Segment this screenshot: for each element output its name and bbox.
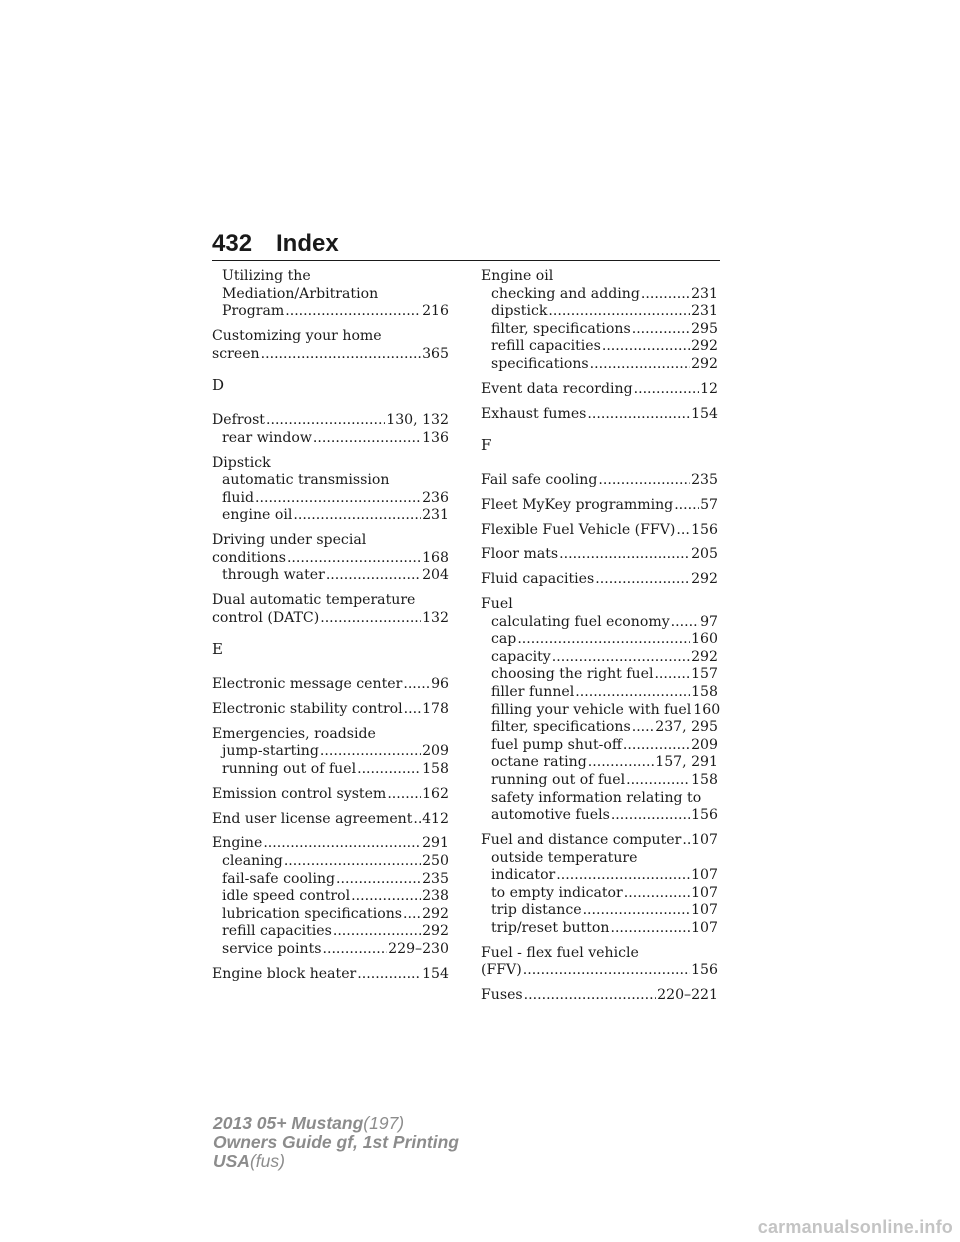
entry-term: Emergencies, roadside bbox=[212, 725, 376, 742]
page-reference: 96 bbox=[431, 676, 449, 693]
entry-term: Electronic message center bbox=[212, 676, 403, 693]
footer-market-code: (fus) bbox=[249, 1151, 285, 1171]
dot-leader bbox=[556, 867, 690, 885]
index-subentry bbox=[481, 920, 718, 938]
page-reference: 97 bbox=[700, 613, 718, 630]
index-entry bbox=[481, 546, 718, 564]
index-column-right bbox=[481, 268, 721, 1012]
index-entry bbox=[212, 455, 449, 525]
page-reference: 236 bbox=[422, 489, 449, 506]
footer-page-code: (197) bbox=[363, 1113, 405, 1133]
entry-term: Fluid capacities bbox=[481, 571, 595, 588]
index-subentry bbox=[212, 490, 449, 508]
entry-term: Emission control system bbox=[212, 785, 387, 802]
index-entry bbox=[481, 596, 721, 825]
index-heading bbox=[212, 412, 449, 430]
page-reference: 292 bbox=[691, 355, 718, 372]
page-reference: 107 bbox=[691, 919, 718, 936]
page-reference: 235 bbox=[691, 472, 718, 489]
entry-term: automotive fuels bbox=[491, 807, 610, 824]
dot-leader bbox=[632, 719, 655, 737]
page-reference: 107 bbox=[691, 867, 718, 884]
dot-leader bbox=[610, 920, 690, 938]
page-reference: 154 bbox=[691, 405, 718, 422]
entry-term: Electronic stability control bbox=[212, 701, 403, 718]
index-entry bbox=[481, 497, 718, 515]
section-letter: D bbox=[212, 376, 225, 395]
index-entry bbox=[481, 945, 718, 980]
entry-term: checking and adding bbox=[491, 285, 640, 302]
index-entry bbox=[212, 676, 449, 694]
page-reference: 162 bbox=[422, 785, 449, 802]
index-subentry bbox=[212, 906, 449, 924]
dot-leader bbox=[404, 701, 421, 719]
page-reference: 292 bbox=[422, 923, 449, 940]
index-subentry bbox=[212, 472, 449, 490]
page-reference: 231 bbox=[691, 303, 718, 320]
page-reference: 107 bbox=[691, 884, 718, 901]
index-subentry bbox=[212, 923, 449, 941]
dot-leader bbox=[357, 966, 421, 984]
dot-leader bbox=[287, 550, 421, 568]
index-heading bbox=[481, 546, 718, 564]
page-reference: 157 bbox=[691, 666, 718, 683]
dot-leader bbox=[624, 885, 690, 903]
dot-leader bbox=[583, 902, 691, 920]
index-heading bbox=[481, 987, 718, 1005]
dot-leader bbox=[263, 835, 421, 853]
dot-leader bbox=[333, 923, 421, 941]
dot-leader bbox=[336, 871, 421, 889]
index-entry bbox=[212, 412, 449, 447]
index-column-left bbox=[212, 268, 449, 990]
index-heading bbox=[212, 835, 449, 853]
entry-term: idle speed control bbox=[222, 888, 351, 905]
dot-leader bbox=[255, 490, 421, 508]
index-subentry bbox=[481, 684, 718, 702]
dot-leader bbox=[682, 832, 690, 850]
entry-term: capacity bbox=[491, 648, 551, 665]
page-reference: 231 bbox=[691, 285, 718, 302]
dot-leader bbox=[654, 666, 690, 684]
page-reference: 132 bbox=[422, 609, 449, 626]
entry-term: Engine bbox=[212, 835, 263, 852]
entry-term: automatic transmission bbox=[222, 472, 390, 489]
index-heading bbox=[481, 497, 718, 515]
dot-leader bbox=[674, 497, 699, 515]
dot-leader bbox=[261, 346, 421, 364]
page-reference: 292 bbox=[691, 648, 718, 665]
entry-term: Dipstick bbox=[212, 454, 271, 471]
dot-leader bbox=[598, 472, 690, 490]
index-subentry bbox=[481, 867, 718, 885]
entry-term: Flexible Fuel Vehicle (FFV) bbox=[481, 521, 676, 538]
dot-leader bbox=[413, 811, 421, 829]
page-reference: 295 bbox=[691, 320, 718, 337]
entry-term: Engine block heater bbox=[212, 965, 357, 982]
entry-term: dipstick bbox=[491, 303, 548, 320]
page-reference: 158 bbox=[422, 761, 449, 777]
dot-leader bbox=[595, 571, 690, 589]
footer-market: USA bbox=[213, 1151, 250, 1171]
index-entry bbox=[212, 835, 449, 958]
page-reference: 57 bbox=[700, 496, 718, 513]
dot-leader bbox=[357, 761, 421, 779]
index-subentry bbox=[481, 321, 718, 339]
index-entry bbox=[212, 592, 449, 627]
entry-term: choosing the right fuel bbox=[491, 666, 654, 683]
entry-term: octane rating bbox=[491, 754, 587, 771]
dot-leader bbox=[387, 786, 421, 804]
page-reference: 158 bbox=[691, 684, 718, 700]
index-entry bbox=[212, 701, 449, 719]
footer-guide: Owners Guide gf, 1st Printing bbox=[213, 1132, 459, 1152]
index-entry bbox=[212, 532, 449, 585]
page-reference: 178 bbox=[422, 701, 449, 718]
entry-term: fuel pump shut-off bbox=[491, 736, 622, 753]
dot-leader bbox=[632, 321, 690, 339]
index-entry bbox=[212, 811, 449, 829]
entry-term: filling your vehicle with fuel bbox=[491, 701, 692, 718]
entry-term: running out of fuel bbox=[491, 771, 626, 788]
page-reference: 291 bbox=[422, 835, 449, 852]
index-heading bbox=[481, 406, 718, 424]
page-reference: 292 bbox=[422, 905, 449, 922]
index-entry bbox=[481, 987, 718, 1005]
dot-leader bbox=[523, 962, 690, 980]
index-subentry bbox=[481, 885, 718, 903]
index-entry bbox=[212, 786, 449, 804]
dot-leader bbox=[320, 743, 421, 761]
index-entry bbox=[481, 571, 718, 589]
index-heading bbox=[212, 610, 449, 628]
entry-term: End user license agreement bbox=[212, 810, 413, 827]
entry-term: outside temperature bbox=[491, 849, 638, 866]
index-entry bbox=[481, 381, 718, 399]
dot-leader bbox=[588, 754, 654, 772]
dot-leader bbox=[676, 522, 690, 540]
page-reference: 237, 295 bbox=[655, 719, 718, 736]
index-subentry bbox=[481, 286, 718, 304]
entry-term: Engine oil bbox=[481, 268, 554, 284]
index-subentry bbox=[212, 888, 449, 906]
dot-leader bbox=[641, 286, 690, 304]
dot-leader bbox=[266, 412, 385, 430]
page-reference: 229–230 bbox=[388, 940, 449, 957]
page-number: 432 bbox=[212, 230, 253, 257]
page-reference: 204 bbox=[422, 567, 449, 584]
index-subentry bbox=[212, 268, 449, 286]
entry-term: filter, specifications bbox=[491, 320, 631, 337]
entry-term: Defrost bbox=[212, 412, 265, 429]
entry-term: cleaning bbox=[222, 852, 283, 869]
index-subentry bbox=[212, 567, 449, 585]
index-entry bbox=[212, 328, 449, 363]
index-heading bbox=[212, 676, 449, 694]
entry-term: Utilizing the bbox=[222, 268, 311, 284]
dot-leader bbox=[517, 631, 690, 649]
index-subentry bbox=[481, 772, 718, 790]
site-watermark: carmanualsonline.info bbox=[757, 1217, 953, 1237]
entry-term: Fuel bbox=[481, 596, 513, 613]
page-reference: 156 bbox=[691, 962, 718, 979]
entry-term: rear window bbox=[222, 429, 312, 446]
page-header bbox=[212, 228, 720, 262]
entry-term: Fleet MyKey programming bbox=[481, 496, 674, 513]
entry-term: lubrication specifications bbox=[222, 905, 403, 922]
index-subentry bbox=[481, 666, 718, 684]
index-entry bbox=[481, 268, 718, 374]
index-heading bbox=[212, 532, 449, 550]
index-heading bbox=[212, 966, 449, 984]
index-heading bbox=[481, 571, 718, 589]
entry-term: through water bbox=[222, 567, 325, 584]
page-reference: 209 bbox=[691, 736, 718, 753]
dot-leader bbox=[575, 684, 690, 702]
entry-term: Fuses bbox=[481, 987, 523, 1004]
entry-term: fail-safe cooling bbox=[222, 870, 336, 887]
index-entry bbox=[212, 726, 449, 779]
index-heading bbox=[481, 962, 718, 980]
entry-term: Dual automatic temperature bbox=[212, 592, 416, 609]
index-heading bbox=[481, 945, 718, 963]
entry-term: trip/reset button bbox=[491, 919, 610, 936]
index-subentry bbox=[481, 902, 718, 920]
page-reference: 160 bbox=[691, 631, 718, 648]
page-reference: 107 bbox=[691, 831, 718, 848]
index-entry bbox=[212, 268, 449, 321]
entry-term: trip distance bbox=[491, 902, 582, 919]
entry-term: refill capacities bbox=[491, 338, 601, 355]
entry-term: to empty indicator bbox=[491, 884, 623, 901]
page-reference: 220–221 bbox=[657, 987, 718, 1004]
index-entry bbox=[481, 832, 718, 938]
footer-model: 2013 05+ Mustang bbox=[213, 1113, 364, 1133]
dot-leader bbox=[634, 381, 699, 399]
entry-term: safety information relating to bbox=[491, 789, 702, 806]
entry-term: service points bbox=[222, 940, 322, 957]
index-heading bbox=[212, 592, 449, 610]
page-reference: 412 bbox=[422, 810, 449, 827]
entry-term: Program bbox=[222, 303, 285, 320]
page-reference: 154 bbox=[422, 965, 449, 982]
index-heading bbox=[212, 811, 449, 829]
index-heading bbox=[481, 522, 718, 540]
entry-term: filter, specifications bbox=[491, 719, 631, 736]
index-entry bbox=[481, 406, 718, 424]
index-subentry bbox=[481, 850, 718, 868]
entry-term: screen bbox=[212, 345, 260, 362]
entry-term: Floor mats bbox=[481, 546, 559, 563]
index-subentry bbox=[481, 303, 718, 321]
entry-term: Exhaust fumes bbox=[481, 405, 587, 422]
header-divider bbox=[212, 260, 720, 261]
page-reference: 216 bbox=[422, 303, 449, 320]
entry-term: filler funnel bbox=[491, 684, 575, 700]
page-title: Index bbox=[276, 230, 339, 257]
dot-leader bbox=[552, 649, 690, 667]
page-reference: 107 bbox=[691, 902, 718, 919]
page-reference: 205 bbox=[691, 546, 718, 563]
entry-term: Driving under special bbox=[212, 532, 367, 549]
entry-term: conditions bbox=[212, 549, 286, 566]
dot-leader bbox=[626, 772, 690, 790]
dot-leader bbox=[671, 614, 699, 632]
index-subentry bbox=[212, 761, 449, 779]
dot-leader bbox=[403, 906, 421, 924]
dot-leader bbox=[326, 567, 421, 585]
page-reference: 235 bbox=[422, 870, 449, 887]
dot-leader bbox=[351, 888, 421, 906]
index-heading bbox=[212, 726, 449, 744]
index-entry bbox=[481, 522, 718, 540]
page-reference: 12 bbox=[700, 380, 718, 397]
dot-leader bbox=[322, 941, 387, 959]
dot-leader bbox=[320, 610, 421, 628]
index-subentry bbox=[212, 853, 449, 871]
page-reference: 130, 132 bbox=[386, 412, 449, 429]
index-subentry bbox=[481, 807, 718, 825]
entry-term: running out of fuel bbox=[222, 761, 357, 777]
page-reference: 158 bbox=[691, 771, 718, 788]
index-subentry bbox=[212, 507, 449, 525]
dot-leader bbox=[623, 737, 690, 755]
page-reference: 292 bbox=[691, 571, 718, 588]
page-reference: 292 bbox=[691, 338, 718, 355]
index-subentry bbox=[212, 871, 449, 889]
entry-term: (FFV) bbox=[481, 962, 522, 979]
entry-term: Customizing your home bbox=[212, 327, 382, 344]
section-letter: F bbox=[481, 436, 492, 455]
entry-term: Fail safe cooling bbox=[481, 472, 598, 489]
index-heading bbox=[212, 328, 449, 346]
index-subentry bbox=[481, 754, 718, 772]
dot-leader bbox=[403, 676, 430, 694]
page-reference: 238 bbox=[422, 888, 449, 905]
page-reference: 168 bbox=[422, 549, 449, 566]
entry-term: Fuel - flex fuel vehicle bbox=[481, 944, 639, 961]
index-heading bbox=[212, 701, 449, 719]
index-heading bbox=[481, 832, 718, 850]
entry-term: Mediation/Arbitration bbox=[222, 285, 379, 302]
index-subentry bbox=[481, 631, 718, 649]
page-reference: 231 bbox=[422, 507, 449, 524]
dot-leader bbox=[590, 356, 690, 374]
index-subentry bbox=[212, 430, 449, 448]
dot-leader bbox=[284, 853, 421, 871]
index-heading bbox=[212, 346, 449, 364]
dot-leader bbox=[313, 430, 421, 448]
entry-term: indicator bbox=[491, 867, 556, 884]
entry-term: refill capacities bbox=[222, 923, 332, 940]
section-letter: E bbox=[212, 640, 223, 659]
index-subentry bbox=[481, 719, 718, 737]
index-heading bbox=[481, 381, 718, 399]
index-subentry bbox=[481, 701, 721, 720]
page-reference: 209 bbox=[422, 743, 449, 760]
index-heading bbox=[481, 472, 718, 490]
page-reference: 156 bbox=[691, 521, 718, 538]
dot-leader bbox=[293, 507, 421, 525]
page-reference: 160 bbox=[693, 701, 721, 718]
index-heading bbox=[212, 550, 449, 568]
index-heading bbox=[212, 786, 449, 804]
page-reference: 136 bbox=[422, 429, 449, 446]
entry-term: cap bbox=[491, 631, 517, 648]
dot-leader bbox=[587, 406, 690, 424]
index-subentry bbox=[212, 286, 449, 304]
index-subentry bbox=[212, 303, 449, 321]
index-entry bbox=[481, 472, 718, 490]
page-reference: 365 bbox=[422, 345, 449, 362]
index-entry bbox=[212, 966, 449, 984]
entry-term: calculating fuel economy bbox=[491, 613, 670, 630]
index-subentry bbox=[212, 941, 449, 959]
dot-leader bbox=[548, 303, 690, 321]
page-reference: 250 bbox=[422, 852, 449, 869]
entry-term: jump-starting bbox=[222, 743, 319, 760]
dot-leader bbox=[285, 303, 421, 321]
entry-term: engine oil bbox=[222, 507, 293, 524]
page-reference: 156 bbox=[691, 807, 718, 824]
dot-leader bbox=[559, 546, 690, 564]
index-subentry bbox=[481, 614, 718, 632]
entry-term: fluid bbox=[222, 489, 255, 506]
index-subentry bbox=[481, 338, 718, 356]
entry-term: control (DATC) bbox=[212, 609, 320, 626]
entry-term: Fuel and distance computer bbox=[481, 831, 682, 848]
entry-term: Event data recording bbox=[481, 380, 633, 397]
dot-leader bbox=[602, 338, 690, 356]
dot-leader bbox=[524, 987, 656, 1005]
page-reference: 157, 291 bbox=[655, 754, 718, 771]
index-heading bbox=[481, 268, 718, 286]
entry-term: specifications bbox=[491, 355, 589, 372]
print-footer bbox=[213, 1114, 459, 1171]
index-heading bbox=[481, 596, 718, 614]
index-subentry bbox=[481, 737, 718, 755]
index-subentry bbox=[481, 356, 718, 374]
index-heading bbox=[212, 455, 449, 473]
index-subentry bbox=[481, 649, 718, 667]
index-subentry bbox=[212, 743, 449, 761]
index-subentry bbox=[481, 790, 718, 808]
dot-leader bbox=[611, 807, 690, 825]
